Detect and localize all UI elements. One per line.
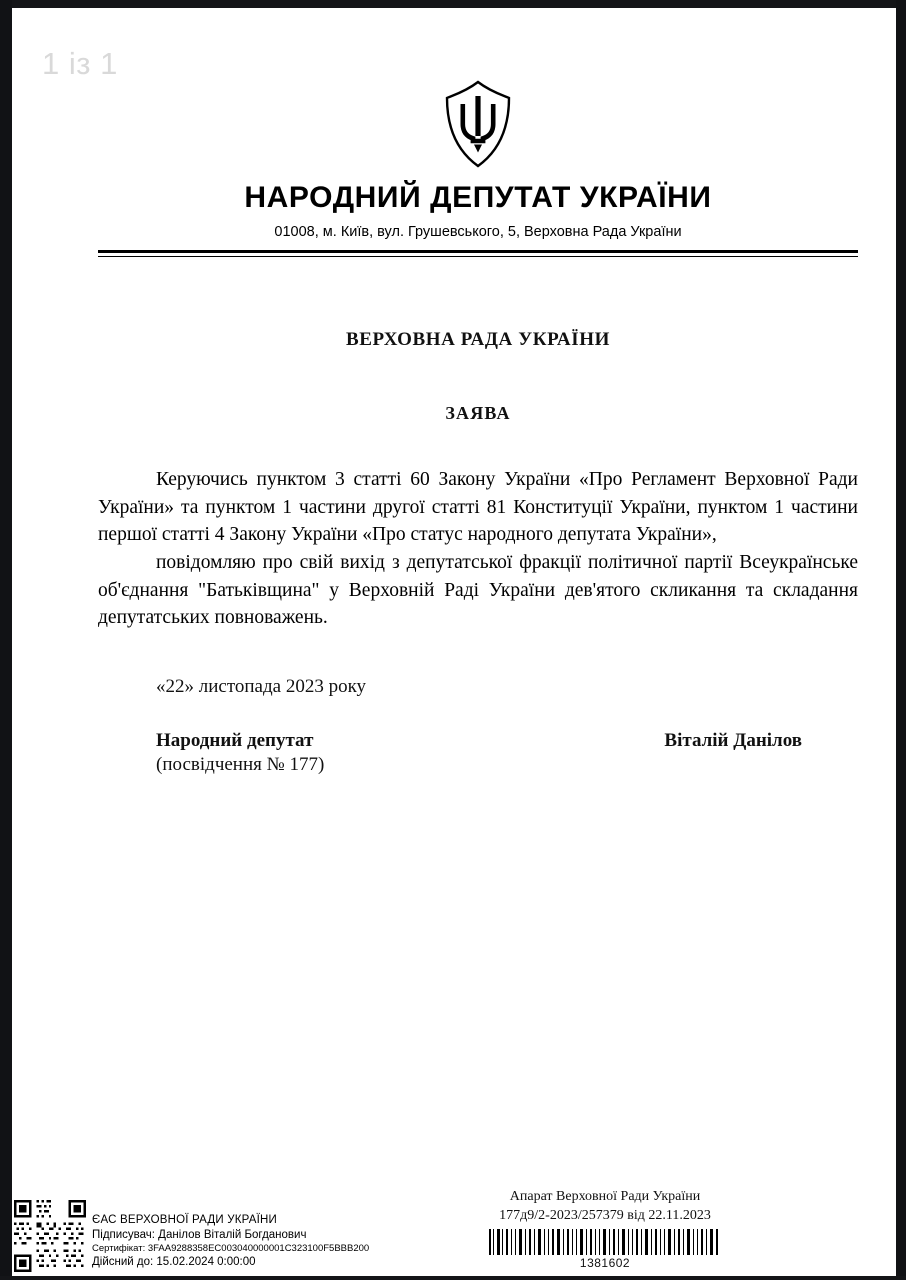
document-content	[98, 78, 858, 776]
electronic-signature-block	[92, 1214, 369, 1270]
signature-valid-until: Дійсний до: 15.02.2024 0:00:00	[92, 1256, 256, 1268]
viewer-edge-left	[0, 0, 12, 1280]
organization-title: НАРОДНИЙ ДЕПУТАТ УКРАЇНИ	[244, 181, 712, 214]
signer-id: (посвідчення № 177)	[156, 754, 325, 776]
document-body	[98, 466, 858, 632]
apparat-title: Апарат Верховної Ради України	[509, 1189, 701, 1204]
signature-system-label: ЄАС ВЕРХОВНОЇ РАДИ УКРАЇНИ	[92, 1214, 277, 1226]
viewer-edge-right	[896, 0, 906, 1280]
viewer-edge-bottom	[0, 1276, 906, 1280]
signer-name: Віталій Данілов	[664, 730, 802, 752]
viewer-edge-top	[0, 0, 906, 8]
addressee: ВЕРХОВНА РАДА УКРАЇНИ	[345, 329, 610, 350]
barcode-number: 1381602	[579, 1256, 631, 1270]
document-date: «22» листопада 2023 року	[156, 676, 367, 698]
signer-title: Народний депутат	[156, 730, 314, 752]
body-paragraph: повідомляю про свій вихід з депутатської фракції політичної партії Всеукраїнське об'єднання "Батьківщина" у Верховній Раді України дев'ятого скликання та складання депутатських повноважень.	[98, 552, 858, 629]
document-footer	[0, 1166, 906, 1274]
barcode-icon	[485, 1229, 725, 1255]
registration-block	[455, 1189, 755, 1270]
page-counter: 1 із 1	[42, 46, 118, 81]
body-paragraph: Керуючись пунктом 3 статті 60 Закону України «Про Регламент Верховної Ради України» та пунктом 1 частини другої статті 81 Конституції України, пунктом 1 частини першої статті 4 Закону України «Про статус народного депутата України»,	[98, 469, 858, 546]
organization-address: 01008, м. Київ, вул. Грушевського, 5, Верховна Рада України	[274, 224, 682, 240]
coat-of-arms-icon	[98, 78, 858, 175]
signature-signer: Підписувач: Данілов Віталій Богданович	[92, 1229, 307, 1241]
signature-certificate: Сертифікат: 3FAA9288358EC003040000001C323100F5BBB200	[92, 1243, 370, 1254]
registration-number: 177д9/2-2023/257379 від 22.11.2023	[499, 1208, 711, 1223]
header-divider	[98, 250, 858, 257]
document-type: ЗАЯВА	[445, 403, 511, 423]
signature-block	[98, 730, 858, 776]
qr-code-icon	[14, 1200, 86, 1272]
